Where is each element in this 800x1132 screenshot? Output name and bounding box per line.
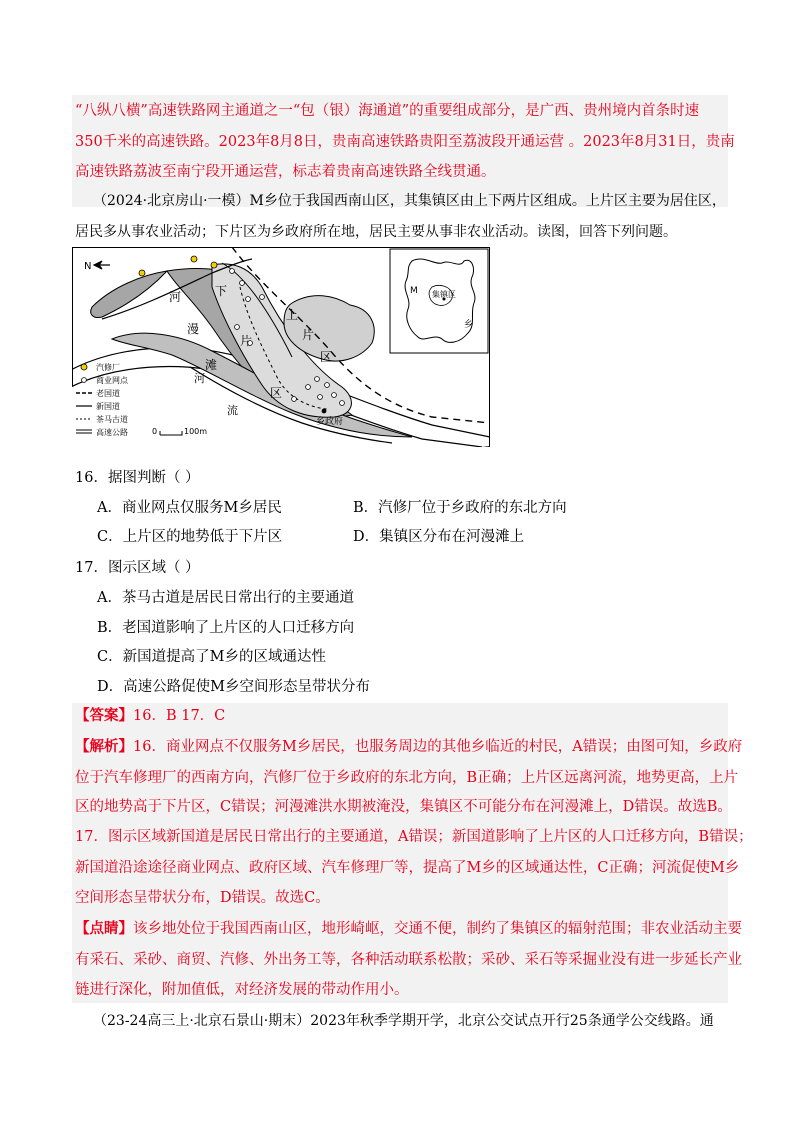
label-tan: 滩 [205,358,218,372]
inset-xiang: 乡 [464,320,474,330]
answer-text: 16．B 17．C [133,708,226,724]
north-label: N [84,261,92,272]
comment-line-2: 有采石、采砂、商贸、汽修、外出务工等，各种活动联系松散；采砂、采石等采掘业没有进一步延长产业 [75,952,742,968]
stem-line-2: 居民多从事农业活动；下片区为乡政府所在地，居民主要从事非农业活动。读图，回答下列问题。 [75,224,677,240]
legend-item: 商业网点 [96,376,128,385]
q17-stem: 17．图示区域（ ） [75,560,200,576]
auto-repair-shop [139,270,145,276]
legend-item: 茶马古道 [96,415,128,424]
stem-line-1: （2024·北京房山·一模）M乡位于我国西南山区，其集镇区由上下两片区组成。上片区主要为居住区， [93,193,726,209]
scale-zero: 0 [152,427,158,436]
q16-option-d: D．集镇区分布在河漫滩上 [353,529,525,545]
label-qu2: 区 [320,350,333,364]
label-township-gov: 乡政府 [316,417,344,427]
legend-item: 高速公路 [96,428,128,437]
legend-item: 新国道 [96,402,120,411]
comment-line-3: 链进行深化，附加值低，对经济发展的带动作用小。 [75,982,409,998]
township-government-point [322,409,327,414]
label-he2: 河 [194,372,205,385]
label-he: 河 [169,290,182,304]
inset-m: M [410,286,418,296]
q16-option-a: A．商业网点仅服务M乡居民 [97,500,282,516]
label-liu: 流 [227,404,238,417]
q16-option-b: B．汽修厂位于乡政府的东北方向 [353,500,567,516]
analysis-line-5: 新国道沿途途径商业网点、政府区域、汽车修理厂等，提高了M乡的区域通达性，C正确；河流促使M乡 [75,860,740,876]
q16-stem: 16．据图判断（ ） [75,470,200,486]
answer-line [75,706,225,726]
q17-option-a: A．茶马古道是居民日常出行的主要通道 [97,590,354,606]
scale-label: 100m [184,427,208,436]
analysis-line-6: 空间形态呈带状分布，D错误。故选C。 [75,890,330,906]
q17-option-b: B．老国道影响了上片区的人口迁移方向 [97,620,355,636]
label-pian: 片 [240,334,253,348]
intro-line-2: 350千米的高速铁路。2023年8月8日，贵南高速铁路贵阳至荔波段开通运营 。2023年8月31日，贵南 [75,134,735,150]
next-question-line: （23-24高三上·北京石景山·期末）2023年秋季学期开学，北京公交试点开行25条通学公交线路。通 [93,1013,714,1029]
legend-item: 老国道 [96,389,120,398]
analysis-first: 16．商业网点不仅服务M乡居民，也服务周边的其他乡临近的村民，A错误；由图可知，乡政府 [133,739,743,755]
analysis-tag: 【解析】 [75,738,133,755]
q17-option-d: D．高速公路促使M乡空间形态呈带状分布 [97,679,370,695]
inset-town: 集镇区 [432,290,456,299]
intro-line-3: 高速铁路荔波至南宁段开通运营，标志着贵南高速铁路全线贯通。 [75,164,496,180]
label-pian2: 片 [302,328,315,342]
q17-option-c: C．新国道提高了M乡的区域通达性 [97,649,326,665]
auto-repair-shop [211,262,217,268]
comment-line-1 [75,919,742,939]
comment-first: 该乡地处位于我国西南山区，地形崎岖，交通不便，制约了集镇区的辐射范围；非农业活动主要 [133,921,742,937]
map-svg [72,247,490,447]
comment-tag: 【点睛】 [75,920,133,937]
q16-option-c: C．上片区的地势低于下片区 [97,529,283,545]
label-qu: 区 [270,386,283,400]
analysis-line-4: 17．图示区域新国道是居民日常出行的主要通道，A错误；新国道影响了上片区的人口迁移方向，B错误； [75,829,753,845]
intro-line-1: “八纵八横”高速铁路网主通道之一“包（银）海通道”的重要组成部分，是广西、贵州境内首条时速 [75,103,700,119]
label-shang: 上 [286,308,299,322]
auto-repair-shop [191,256,197,262]
legend-item: 汽修厂 [96,363,120,372]
analysis-line-2: 位于汽车修理厂的西南方向，汽修厂位于乡政府的东北方向，B正确；上片区远离河流，地势更高，上片 [75,770,739,786]
analysis-line-1 [75,737,742,757]
label-man: 漫 [187,322,200,336]
analysis-line-3: 区的地势高于下片区，C错误；河漫滩洪水期被淹没，集镇区不可能分布在河漫滩上，D错误。故选B。 [75,799,732,815]
map-figure [72,247,490,447]
answer-tag: 【答案】 [75,707,133,724]
label-xia: 下 [215,284,228,298]
